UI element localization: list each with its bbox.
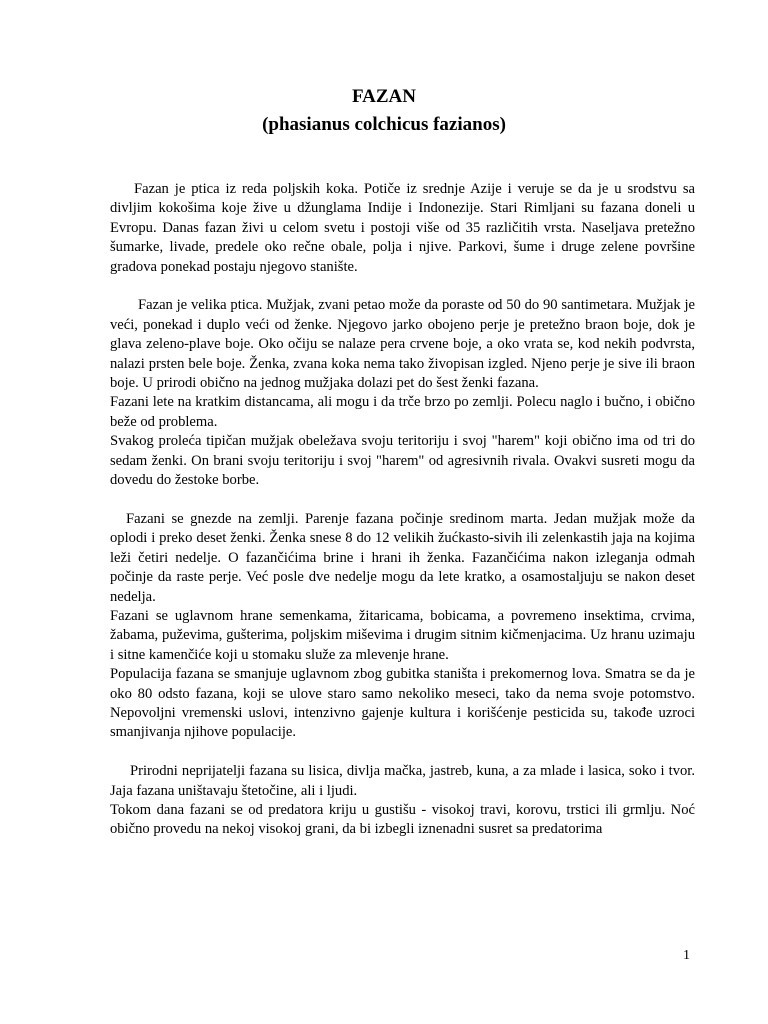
paragraph-flight: Fazani lete na kratkim distancama, ali mogu i da trče brzo po zemlji. Polecu naglo i bučno, i obično beže od problema. bbox=[110, 394, 695, 430]
paragraph-population: Populacija fazana se smanjuje uglavnom zbog gubitka staništa i prekomernog lova. Smatra se da je oko 80 odsto fazana, koji se ulove staro samo nekoliko meseci, tako da nema svoje potomstvo. Nepovoljni vremenski uslovi, intenzivno gajenje kultura i korišćenje pesticida su, takođe uzroci smanjivanja njihove populacije. bbox=[110, 666, 695, 741]
paragraph-intro: Fazan je ptica iz reda poljskih koka. Potiče iz srednje Azije i veruje se da je u srodstvu sa divljim kokošima koje žive u džunglama Indije i Indonezije. Stari Rimljani su fazana doneli u Evropu. Danas fazan živi u celom svetu i postoji više od 35 različitih vrsta. Naseljava pretežno šumarke, livade, predele oko rečne obale, polja i njive. Parkovi, šume i druge zelene površine gradova ponekad postaju njegovo stanište. bbox=[110, 181, 695, 275]
paragraph-hiding: Tokom dana fazani se od predatora kriju u gustišu - visokoj travi, korovu, trstici ili grmlju. Noć obično provedu na nekoj visokoj grani, da bi izbegli iznenadni susret sa predatorima bbox=[110, 801, 695, 838]
paragraph-description: Fazan je velika ptica. Mužjak, zvani petao može da poraste od 50 do 90 santimetara. Mužjak je veći, ponekad i duplo veći od ženke. Njegovo jarko obojeno perje je pretežno braon boje, dok je glava zeleno-plave boje. Oko očiju se nalaze pera crvene boje, a oko vrata se, kod nekih podvrsta, nalazi prsten bele boje. Ženka, zvana koka nema tako živopisan izgled. Njeno perje je sive ili braon boje. U prirodi obično na jednog mužjaka dolazi pet do šest ženki fazana. bbox=[110, 297, 695, 392]
page-title: FAZAN bbox=[351, 86, 417, 107]
paragraph-nesting: Fazani se gnezde na zemlji. Parenje fazana počinje sredinom marta. Jedan mužjak može da oplodi i preko deset ženki. Ženka snese 8 do 12 velikih žućkasto-sivih ili zelenkastih jaja na kojima leži četiri nedelje. O fazančićima brine i hrani ih ženka. Fazančićima nakon izleganja odmah počinje da raste perje. Već posle dve nedelje mogu da lete kratko, a osamostaljuju se nakon deset nedelja. bbox=[110, 510, 695, 605]
page-subtitle: (phasianus colchicus fazianos) bbox=[262, 114, 506, 135]
paragraph-territory: Svakog proleća tipičan mužjak obeležava svoju teritoriju i svoj "harem" koji obično ima od tri do sedam ženki. On brani svoju teritoriju i svoj "harem" od agresivnih rivala. Ovakvi susreti mogu da dovedu do žestoke borbe. bbox=[110, 433, 695, 489]
page-number: 1 bbox=[683, 948, 690, 963]
document-body bbox=[110, 180, 695, 840]
paragraph-predators: Prirodni neprijatelji fazana su lisica, divlja mačka, jastreb, kuna, a za mlade i lasica, soko i tvor. Jaja fazana uništavaju štetočine, ali i ljudi. bbox=[110, 763, 695, 799]
paragraph-diet: Fazani se uglavnom hrane semenkama, žitaricama, bobicama, a povremeno insektima, crvima, žabama, puževima, gušterima, poljskim miševima i drugim sitnim kičmenjacima. Uz hranu uzimaju i sitne kamenčiće koji u stomaku služe za mlevenje hrane. bbox=[110, 607, 695, 663]
